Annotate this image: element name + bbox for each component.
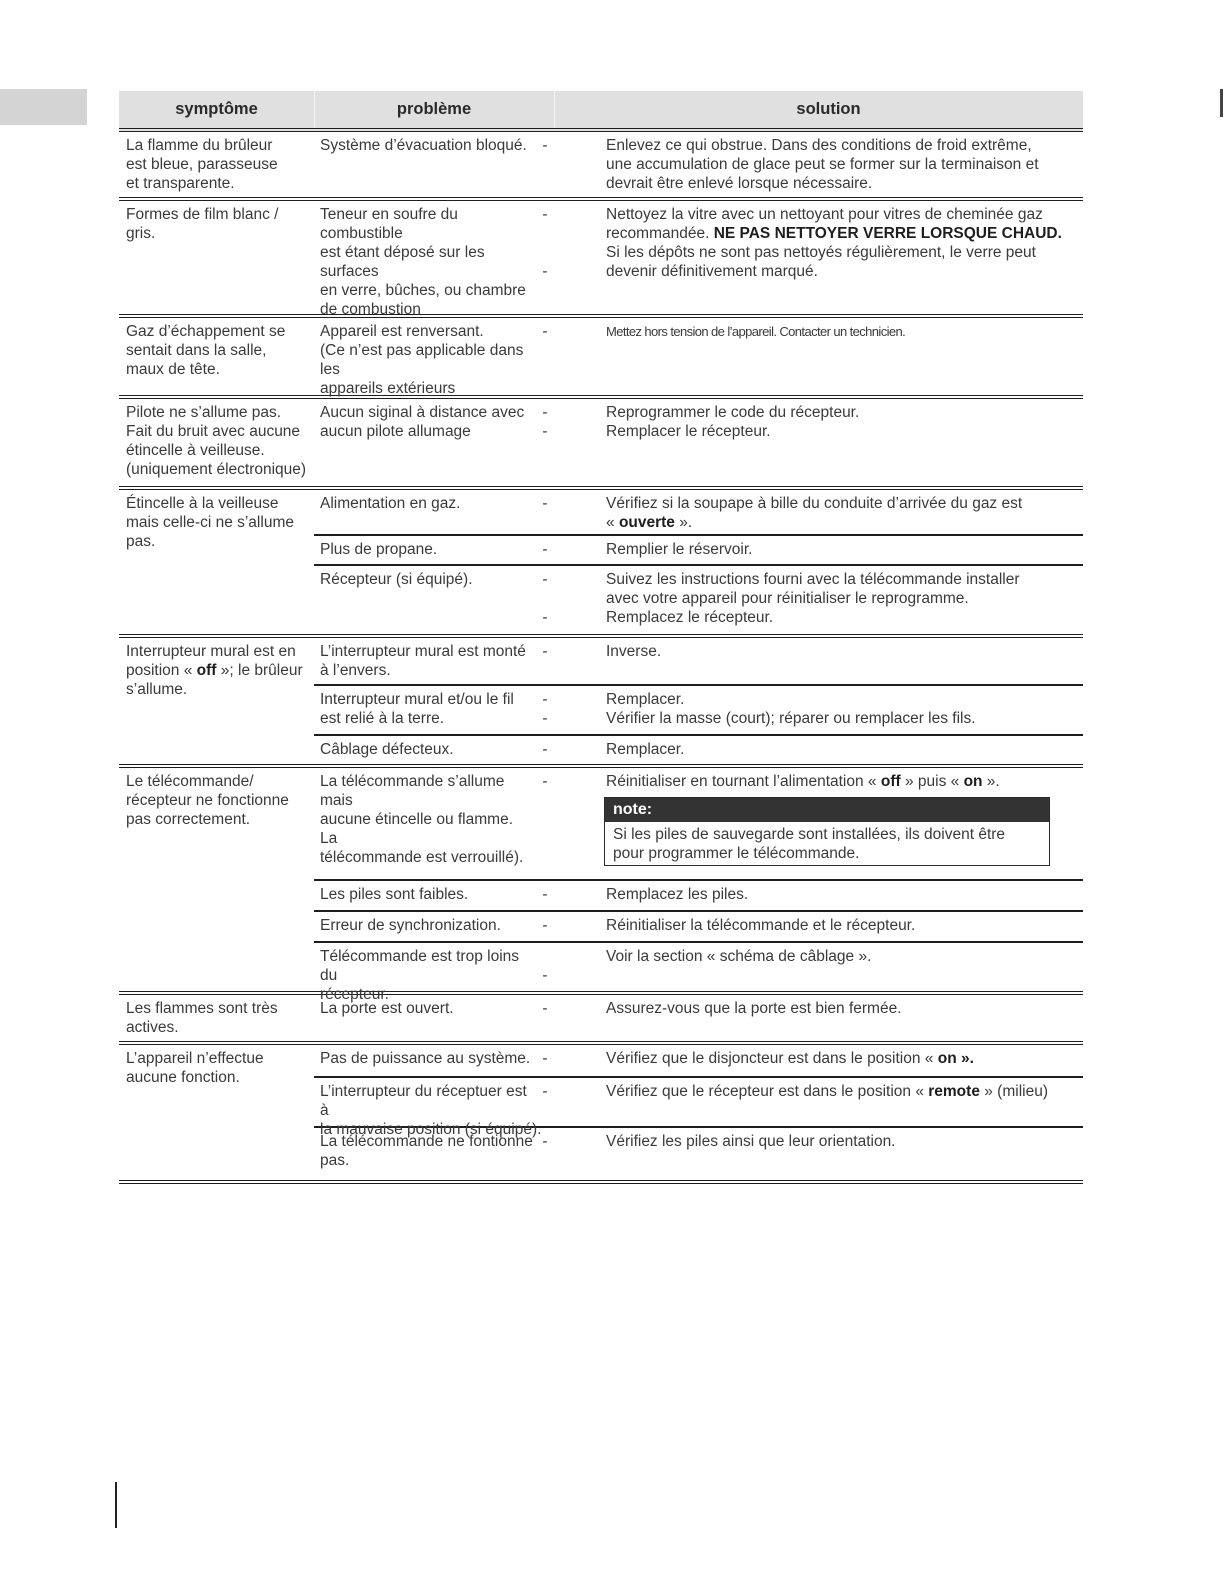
dash: - (542, 609, 548, 626)
solution-line: Remplacer le récepteur. (606, 423, 771, 440)
symptom-line: Le télécommande/ (126, 773, 254, 790)
problem-line: Les piles sont faibles. (320, 886, 469, 903)
symptom-text: position « (126, 662, 197, 679)
solution-line: devrait être enlevé lorsque nécessaire. (606, 175, 873, 192)
dash: - (542, 1050, 548, 1067)
solution-text: » puis « (900, 773, 964, 790)
problem-cell (314, 318, 554, 402)
dash: - (542, 495, 548, 512)
problem-line: Interrupteur mural et/ou le fil (320, 691, 514, 708)
solution-text: » (milieu) (979, 1083, 1048, 1100)
problem-line: L’interrupteur mural est monté (320, 643, 526, 660)
dash: - (542, 1083, 548, 1100)
problem-line: à l’envers. (320, 662, 391, 679)
problem-line: Alimentation en gaz. (320, 495, 461, 512)
problem-cell (314, 768, 554, 879)
dash: - (542, 263, 548, 280)
problem-cell (314, 536, 554, 564)
problem-line: La télécommande ne fontionne (320, 1133, 533, 1150)
sub-row (314, 768, 1083, 879)
problem-line: la mauvaise position (si équipé). (320, 1121, 542, 1138)
symptom-line: s’allume. (126, 681, 188, 698)
solution-line: avec votre appareil pour réinitialiser le reprogramme. (606, 590, 969, 607)
solution-cell (554, 318, 1083, 402)
solution-keyword: remote (928, 1083, 980, 1100)
problem-line: appareils extérieurs (320, 380, 456, 397)
troubleshooting-table (119, 91, 1083, 1184)
solution-text: ». (982, 773, 1000, 790)
solution-keyword: off (880, 773, 901, 790)
solution-text: Nettoyez la vitre avec un nettoyant pour vitres de cheminée gaz recommandée. (606, 206, 1043, 242)
problem-line: télécommande est verrouillé). (320, 849, 524, 866)
dash: - (542, 886, 548, 903)
symptom-line: Pilote ne s’allume pas. (126, 404, 282, 421)
solution-cell (554, 201, 1083, 323)
symptom-line: pas correctement. (126, 811, 251, 828)
dash (538, 243, 552, 262)
problem-line: aucun pilote allumage (320, 423, 471, 440)
dash: - (542, 404, 548, 421)
solution-line: Remplacez les piles. (606, 886, 749, 903)
symptom-line: aucune fonction. (126, 1069, 240, 1086)
solution-keyword: on (963, 773, 983, 790)
solution-cell (554, 1128, 1083, 1180)
note-line: pour programmer le télécommande. (613, 845, 860, 862)
symptom-line: est bleue, parasseuse (126, 156, 278, 173)
solution-line: Inverse. (606, 643, 662, 660)
solution-line: Réinitialiser la télécommande et le récepteur. (606, 917, 916, 934)
symptom-cell (119, 201, 314, 314)
dash: - (542, 691, 548, 708)
header-divider (554, 91, 555, 128)
solution-cell (554, 638, 1083, 684)
problem-line: Télécommande est trop loins du (320, 948, 520, 984)
solution-cell (554, 881, 1083, 910)
symptom-cell (119, 318, 314, 395)
problem-line: L’interrupteur du réceptuer est à (320, 1083, 527, 1119)
solution-line: Remplacez le récepteur. (606, 609, 774, 626)
problem-cell (314, 1128, 554, 1180)
table-row (119, 1045, 1083, 1184)
quote: « (606, 514, 619, 531)
table-row (119, 132, 1083, 201)
problem-cell (314, 399, 554, 486)
dash (538, 947, 552, 966)
header-divider (314, 91, 315, 128)
header-solution: solution (796, 100, 861, 118)
problem-cell (314, 638, 554, 684)
solution-cell (554, 768, 1083, 879)
solution-cell (554, 132, 1083, 197)
solution-line: Assurez-vous que la porte est bien fermée. (606, 1000, 902, 1017)
problem-cell (314, 995, 554, 1041)
dash (538, 224, 552, 243)
dash: - (542, 741, 548, 758)
note-body (605, 822, 1049, 865)
problem-cell (314, 566, 554, 634)
problem-cell (314, 1045, 554, 1076)
problem-line: récepteur. (320, 986, 389, 1003)
dash: - (542, 137, 548, 154)
table-row (119, 638, 1083, 768)
problem-line: (Ce n’est pas applicable dans les (320, 342, 524, 378)
sub-row (314, 399, 1083, 486)
symptom-line: étincelle à veilleuse. (126, 442, 265, 459)
table-header (119, 91, 1083, 132)
problem-cell (314, 132, 554, 197)
sub-row (314, 201, 1083, 318)
header-problem: problème (396, 100, 472, 118)
solution-line: Enlevez ce qui obstrue. Dans des conditions de froid extrême, (606, 137, 1032, 154)
problem-line: est relié à la terre. (320, 710, 445, 727)
problem-cell (314, 736, 554, 764)
solution-line: Remplier le réservoir. (606, 541, 753, 558)
solution-cell (554, 912, 1083, 941)
symptom-line: Formes de film blanc / (126, 206, 279, 223)
symptom-line: actives. (126, 1019, 179, 1036)
solution-line: Vérifiez les piles ainsi que leur orientation. (606, 1133, 896, 1150)
symptom-cell (119, 1045, 314, 1180)
symptom-line: L’appareil n’effectue (126, 1050, 264, 1067)
solution-cell (554, 736, 1083, 764)
sub-row (314, 684, 1083, 734)
solution-line: une accumulation de glace peut se former sur la terminaison et (606, 156, 1039, 173)
section-tab (0, 89, 87, 125)
dash (538, 589, 552, 608)
solution-cell (554, 995, 1083, 1041)
solution-line: Suivez les instructions fourni avec la télécommande installer (606, 571, 1020, 588)
edge-mark (1220, 89, 1223, 117)
sub-row (314, 564, 1083, 634)
dash: - (542, 323, 548, 340)
solution-warning: NE PAS NETTOYER VERRE LORSQUE CHAUD. (713, 225, 1062, 242)
symptom-line: La flamme du brûleur (126, 137, 273, 154)
sub-row (314, 318, 1083, 395)
solution-cell (554, 399, 1083, 486)
problem-line: en verre, bûches, ou chambre (320, 282, 526, 299)
note-title: note: (605, 798, 1049, 822)
symptom-line: Interrupteur mural est en (126, 643, 296, 660)
sub-row (314, 132, 1083, 195)
symptom-line: Gaz d’échappement se (126, 323, 286, 340)
solution-line: Reprogrammer le code du récepteur. (606, 404, 860, 421)
problem-line: aucune étincelle ou flamme. La (320, 811, 514, 847)
table-row (119, 201, 1083, 318)
dash: - (542, 967, 548, 984)
dash: - (542, 773, 548, 790)
table-row (119, 399, 1083, 490)
sub-row (314, 1076, 1083, 1138)
problem-line: Teneur en soufre du combustible (320, 206, 458, 242)
solution-text: Vérifiez que le disjoncteur est dans le position « (606, 1050, 938, 1067)
dash: - (542, 710, 548, 727)
symptom-line: mais celle-ci ne s’allume (126, 514, 294, 531)
sub-row (314, 534, 1083, 564)
solution-line: Vérifiez si la soupape à bille du conduite d’arrivée du gaz est (606, 495, 1023, 512)
sub-row (314, 734, 1083, 764)
dash: - (542, 1000, 548, 1017)
dash: - (542, 206, 548, 223)
solution-keyword: on ». (937, 1050, 974, 1067)
problem-line: est étant déposé sur les surfaces (320, 244, 485, 280)
symptom-line: pas. (126, 533, 156, 550)
problem-cell (314, 881, 554, 910)
sub-row (314, 995, 1083, 1041)
problem-line: Erreur de synchronization. (320, 917, 501, 934)
symptom-cell (119, 490, 314, 634)
problem-cell (314, 912, 554, 941)
symptom-line: Les flammes sont très (126, 1000, 278, 1017)
symptom-line: (uniquement électronique) (126, 461, 307, 478)
dash: - (542, 643, 548, 660)
problem-line: de combustion (320, 301, 421, 318)
sub-row (314, 879, 1083, 910)
problem-line: Aucun siginal à distance avec (320, 404, 525, 421)
symptom-cell (119, 638, 314, 764)
sub-row (314, 638, 1083, 684)
dash: - (542, 1133, 548, 1150)
dash: - (542, 541, 548, 558)
dash: - (542, 917, 548, 934)
problem-line: La porte est ouvert. (320, 1000, 454, 1017)
solution-line: Si les dépôts ne sont pas nettoyés régulièrement, le verre peut devenir définitivement marqué. (606, 244, 1036, 280)
solution-text: Réinitialiser en tournant l’alimentation « (606, 773, 881, 790)
note-line: Si les piles de sauvegarde sont installées, ils doivent être (613, 826, 1006, 843)
solution-keyword: ouverte (618, 514, 675, 531)
symptom-line: sentait dans la salle, (126, 342, 267, 359)
symptom-line: gris. (126, 225, 156, 242)
table-row (119, 995, 1083, 1045)
symptom-line: et transparente. (126, 175, 235, 192)
problem-line: pas. (320, 1152, 350, 1169)
sub-row (314, 910, 1083, 941)
sub-row (314, 1045, 1083, 1076)
symptom-cell (119, 768, 314, 991)
solution-text: Vérifiez que le récepteur est dans le position « (606, 1083, 929, 1100)
sub-row (314, 1126, 1083, 1180)
symptom-cell (119, 399, 314, 486)
problem-cell (314, 201, 554, 323)
note-box (604, 797, 1050, 866)
problem-line: Pas de puissance au système. (320, 1050, 531, 1067)
solution-cell (554, 1045, 1083, 1076)
solution-cell (554, 686, 1083, 734)
problem-line: Récepteur (si équipé). (320, 571, 473, 588)
problem-cell (314, 490, 554, 536)
symptom-text: »; le brûleur (216, 662, 303, 679)
problem-line: Câblage défecteux. (320, 741, 454, 758)
solution-line: Remplacer. (606, 691, 685, 708)
solution-cell (554, 536, 1083, 564)
symptom-line: récepteur ne fonctionne (126, 792, 289, 809)
footer-rule (115, 1482, 117, 1528)
solution-line: Remplacer. (606, 741, 685, 758)
symptom-line: Fait du bruit avec aucune (126, 423, 301, 440)
dash: - (542, 571, 548, 588)
problem-line: Système d’évacuation bloqué. (320, 137, 527, 154)
solution-line: Voir la section « schéma de câblage ». (606, 948, 872, 965)
symptom-line: Étincelle à la veilleuse (126, 495, 279, 512)
quote: ». (674, 514, 693, 531)
solution-line: Vérifier la masse (court); réparer ou remplacer les fils. (606, 710, 976, 727)
problem-cell (314, 686, 554, 734)
symptom-cell (119, 132, 314, 197)
dash: - (542, 423, 548, 440)
symptom-cell (119, 995, 314, 1041)
solution-cell (554, 490, 1083, 536)
problem-line: Plus de propane. (320, 541, 438, 558)
header-symptom: symptôme (175, 100, 258, 118)
problem-line: La télécommande s’allume mais (320, 773, 505, 809)
symptom-line: maux de tête. (126, 361, 220, 378)
table-row (119, 318, 1083, 399)
problem-line: Appareil est renversant. (320, 323, 484, 340)
table-row (119, 490, 1083, 638)
table-row (119, 768, 1083, 1003)
symptom-keyword: off (196, 662, 217, 679)
solution-line: Mettez hors tension de l’appareil. Contacter un technicien. (606, 324, 906, 339)
sub-row (314, 490, 1083, 534)
sub-row (314, 941, 1083, 1003)
solution-cell (554, 566, 1083, 634)
